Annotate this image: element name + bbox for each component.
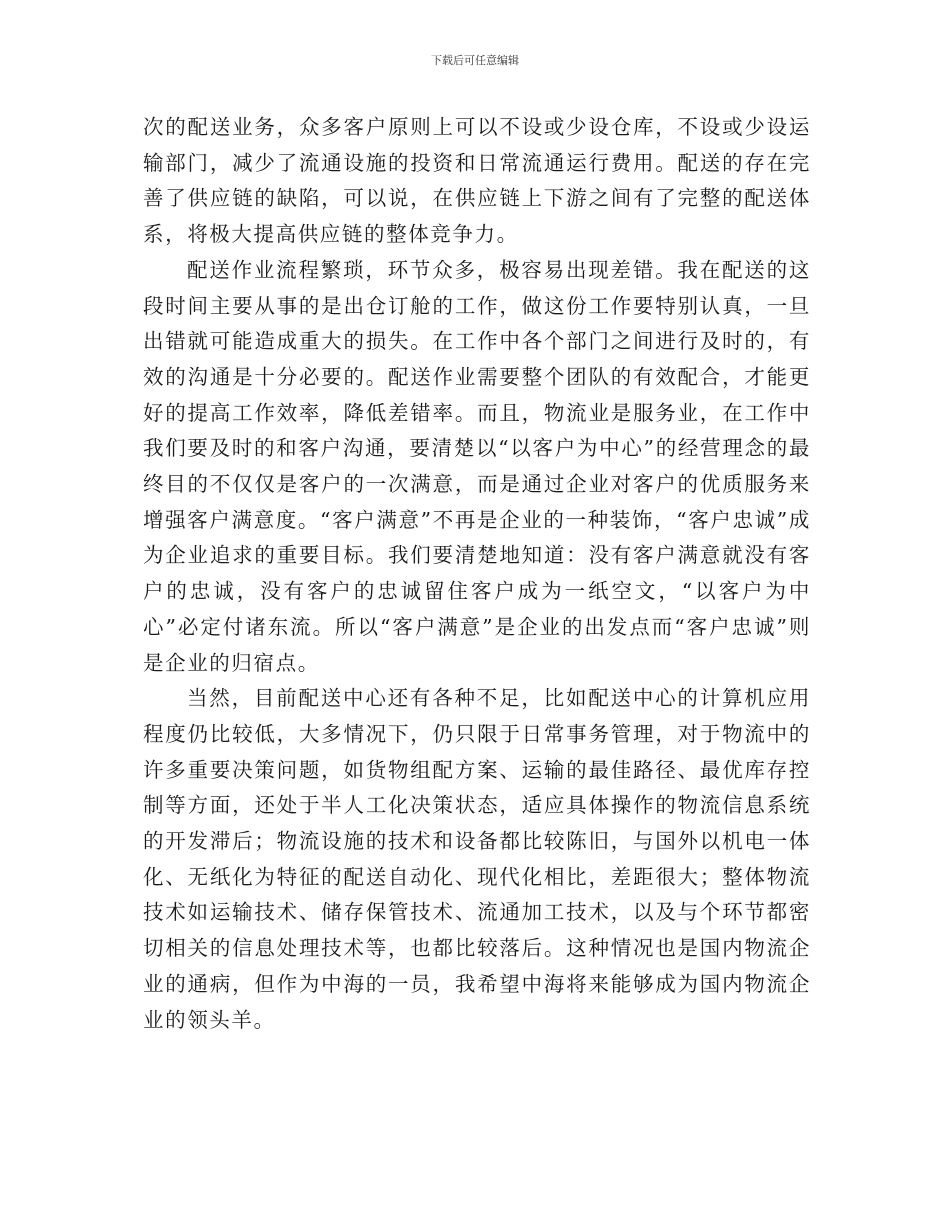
paragraph: 当然，目前配送中心还有各种不足，比如配送中心的计算机应用程度仍比较低，大多情况下，仍只限于日常事务管理，对于物流中的许多重要决策问题，如货物组配方案、运输的最佳路径、最优库存控制等方面，还处于半人工化决策状态，适应具体操作的物流信息系统的开发滞后；物流设施的技术和设备都比较陈旧，与国外以机电一体化、无纸化为特征的配送自动化、现代化相比，差距很大；整体物流技术如运输技术、储存保管技术、流通加工技术，以及与个环节都密切相关的信息处理技术等，也都比较落后。这种情况也是国内物流企业的通病，但作为中海的一员，我希望中海将来能够成为国内物流企业的领头羊。	[143, 686, 811, 1032]
paragraph: 次的配送业务，众多客户原则上可以不设或少设仓库，不设或少设运输部门，减少了流通设施的投资和日常流通运行费用。配送的存在完善了供应链的缺陷，可以说，在供应链上下游之间有了完整的配送体系，将极大提高供应链的整体竞争力。	[143, 115, 811, 247]
document-body	[143, 110, 811, 1038]
paragraph: 配送作业流程繁琐，环节众多，极容易出现差错。我在配送的这段时间主要从事的是出仓订舱的工作，做这份工作要特别认真，一旦出错就可能造成重大的损失。在工作中各个部门之间进行及时的，有效的沟通是十分必要的。配送作业需要整个团队的有效配合，才能更好的提高工作效率，降低差错率。而且，物流业是服务业，在工作中我们要及时的和客户沟通，要清楚以“以客户为中心”的经营理念的最终目的不仅仅是客户的一次满意，而是通过企业对客户的优质服务来增强客户满意度。“客户满意”不再是企业的一种装饰，“客户忠诚”成为企业追求的重要目标。我们要清楚地知道：没有客户满意就没有客户的忠诚，没有客户的忠诚留住客户成为一纸空文，“以客户为中心”必定付诸东流。所以“客户满意”是企业的出发点而“客户忠诚”则是企业的归宿点。	[143, 257, 811, 675]
page-header-note: 下载后可任意编辑	[431, 54, 519, 67]
